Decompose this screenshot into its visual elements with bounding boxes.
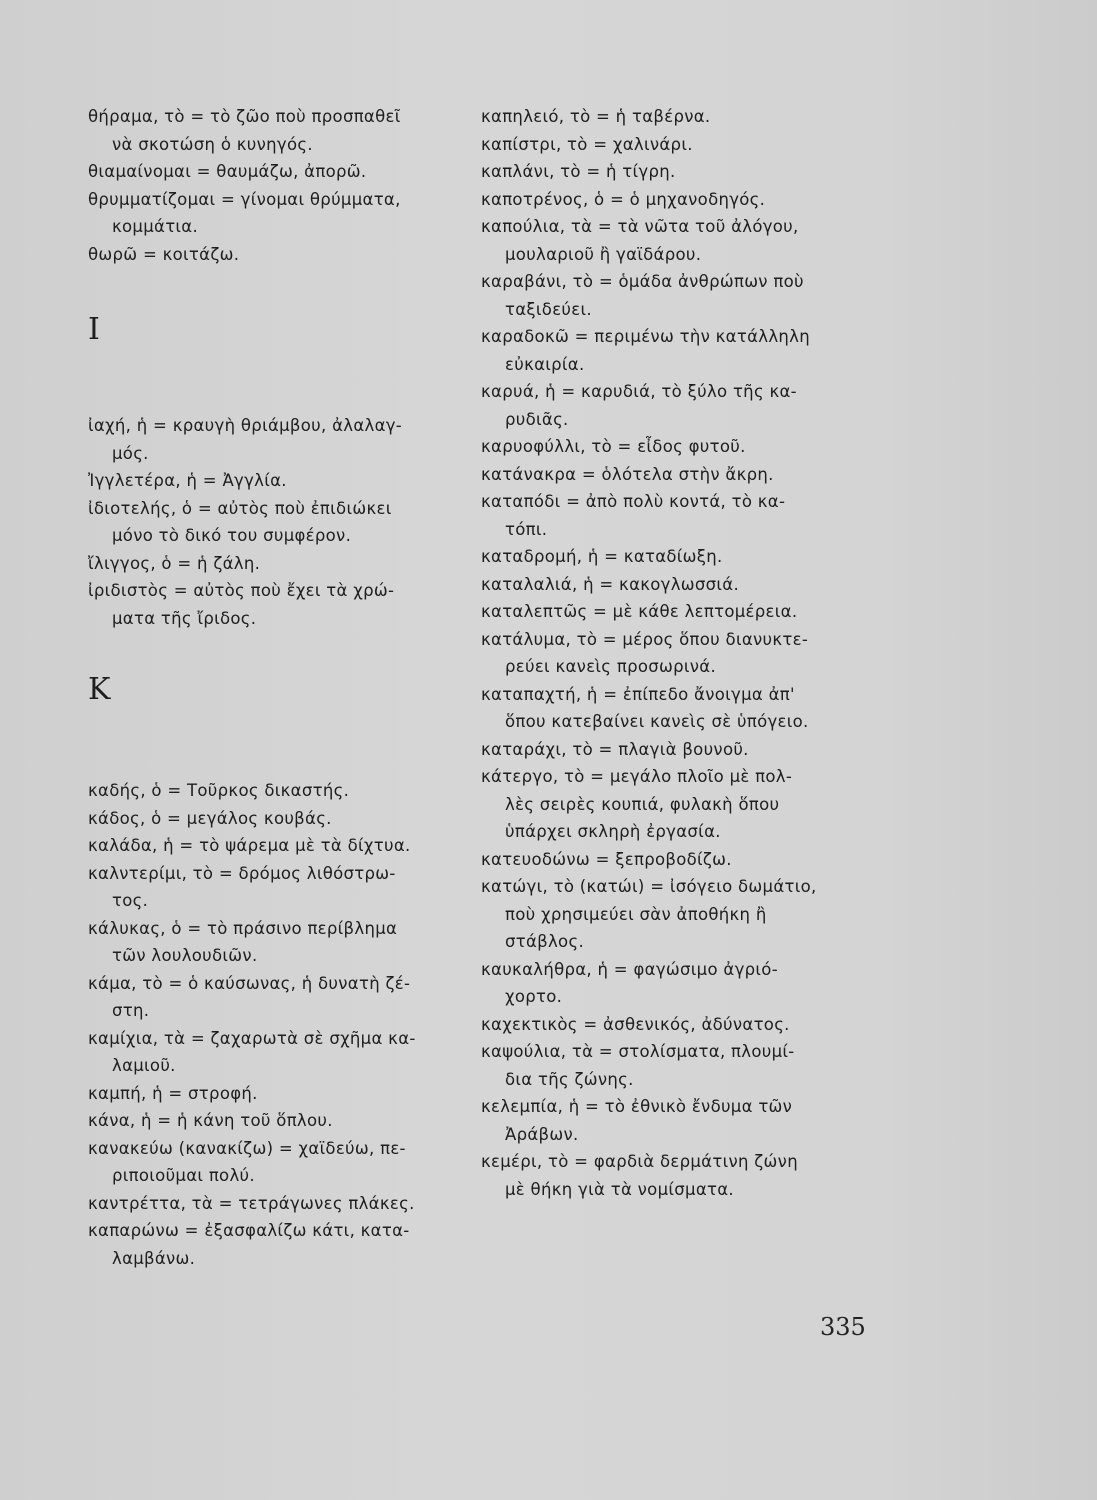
entry-headline: κάνα, ἡ = ἡ κάνη τοῦ ὅπλου. xyxy=(88,1111,333,1130)
glossary-entry xyxy=(88,1080,460,1108)
glossary-entry xyxy=(88,186,460,241)
entry-headline: καταπόδι = ἀπὸ πολὺ κοντά, τὸ κα- xyxy=(481,492,786,511)
entry-continuation: μὲ θήκη γιὰ τὰ νομίσματα. xyxy=(505,1179,734,1199)
entry-headline: καταλαλιά, ἡ = κακογλωσσιά. xyxy=(481,574,740,594)
glossary-entry xyxy=(88,241,460,269)
glossary-entry xyxy=(88,860,460,915)
entry-headline: καπλάνι, τὸ = ἡ τίγρη. xyxy=(481,162,676,181)
entry-headline: καρυά, ἡ = καρυδιά, τὸ ξύλο τῆς κα- xyxy=(481,382,797,401)
glossary-entry xyxy=(88,777,460,805)
entry-headline: καρυοφύλλι, τὸ = εἶδος φυτοῦ. xyxy=(481,437,746,456)
entry-continuation: στη. xyxy=(112,1001,150,1020)
glossary-entry xyxy=(481,1148,859,1203)
entry-continuation: ματα τῆς ἴριδος. xyxy=(112,608,257,628)
entry-continuation: μός. xyxy=(112,443,149,463)
entry-continuation: τόπι. xyxy=(505,519,548,539)
glossary-entry xyxy=(88,412,460,467)
glossary-entry xyxy=(481,571,859,599)
glossary-entry xyxy=(481,598,859,626)
section-letter: K xyxy=(88,672,111,707)
entry-continuation: δια τῆς ζώνης. xyxy=(505,1069,634,1089)
entry-headline: κελεμπία, ἡ = τὸ ἐθνικὸ ἔνδυμα τῶν xyxy=(481,1097,793,1116)
entry-headline: καδής, ὁ = Τοῦρκος δικαστής. xyxy=(88,781,350,800)
entry-continuation: ποὺ χρησιμεύει σὰν ἀποθήκη ἢ xyxy=(505,904,767,924)
entry-continuation: χορτο. xyxy=(505,987,563,1006)
entry-headline: καλντερίμι, τὸ = δρόμος λιθόστρω- xyxy=(88,863,396,883)
entry-headline: καχεκτικὸς = ἀσθενικός, ἀδύνατος. xyxy=(481,1014,790,1034)
glossary-entry xyxy=(481,626,859,681)
entry-headline: καυκαλήθρα, ἡ = φαγώσιμο ἀγριό- xyxy=(481,959,778,979)
entry-headline: κεμέρι, τὸ = φαρδιὰ δερμάτινη ζώνη xyxy=(481,1152,798,1171)
entry-continuation: τος. xyxy=(112,891,149,910)
entry-headline: ἴλιγγος, ὁ = ἡ ζάλη. xyxy=(88,553,261,573)
glossary-entry xyxy=(88,1190,460,1218)
entry-headline: καπίστρι, τὸ = χαλινάρι. xyxy=(481,134,693,154)
entry-headline: κάτεργο, τὸ = μεγάλο πλοῖο μὲ πολ- xyxy=(481,767,793,786)
entry-headline: θήραμα, τὸ = τὸ ζῶο ποὺ προσπαθεῖ xyxy=(88,107,401,126)
glossary-entry xyxy=(88,832,460,860)
glossary-entry xyxy=(481,131,859,159)
glossary-entry xyxy=(88,1217,460,1272)
glossary-entry xyxy=(88,467,460,495)
glossary-entry xyxy=(481,268,859,323)
glossary-entry xyxy=(88,103,460,158)
left-column xyxy=(88,103,460,1272)
entry-continuation: τῶν λουλουδιῶν. xyxy=(112,946,258,965)
entry-headline: καραβάνι, τὸ = ὁμάδα ἀνθρώπων ποὺ xyxy=(481,272,804,291)
glossary-entry xyxy=(88,915,460,970)
entry-continuation: ρεύει κανεὶς προσωρινά. xyxy=(505,657,717,676)
glossary-entry xyxy=(481,103,859,131)
entry-continuation: ρυδιᾶς. xyxy=(505,409,569,429)
entry-headline: καμίχια, τὰ = ζαχαρωτὰ σὲ σχῆμα κα- xyxy=(88,1028,416,1048)
glossary-entry xyxy=(481,1038,859,1093)
entry-continuation: ὑπάρχει σκληρὴ ἐργασία. xyxy=(505,822,721,841)
page-number: 335 xyxy=(820,1313,866,1341)
glossary-entry xyxy=(481,873,859,956)
glossary-entry xyxy=(481,846,859,874)
entry-headline: θωρῶ = κοιτάζω. xyxy=(88,244,240,264)
glossary-entry xyxy=(88,495,460,550)
glossary-entry xyxy=(481,158,859,186)
section-spacer xyxy=(88,312,460,412)
entry-headline: κατάλυμα, τὸ = μέρος ὅπου διανυκτε- xyxy=(481,629,809,649)
entry-headline: καμπή, ἡ = στροφή. xyxy=(88,1083,258,1103)
section-spacer xyxy=(88,632,460,672)
entry-continuation: νὰ σκοτώση ὁ κυνηγός. xyxy=(112,134,313,154)
glossary-entry xyxy=(88,1135,460,1190)
entry-headline: καλάδα, ἡ = τὸ ψάρεμα μὲ τὰ δίχτυα. xyxy=(88,836,411,855)
glossary-entry xyxy=(88,1025,460,1080)
entry-headline: καπούλια, τὰ = τὰ νῶτα τοῦ ἀλόγου, xyxy=(481,217,799,236)
entry-headline: θιαμαίνομαι = θαυμάζω, ἀπορῶ. xyxy=(88,162,367,181)
entry-headline: καταδρομή, ἡ = καταδίωξη. xyxy=(481,547,723,566)
entry-continuation: κομμάτια. xyxy=(112,217,199,236)
entry-continuation: λαμιοῦ. xyxy=(112,1056,176,1075)
entry-continuation: ταξιδεύει. xyxy=(505,299,592,319)
entry-headline: κάμα, τὸ = ὁ καύσωνας, ἡ δυνατὴ ζέ- xyxy=(88,973,411,993)
entry-headline: κάδος, ὁ = μεγάλος κουβάς. xyxy=(88,808,332,828)
entry-headline: καταπαχτή, ἡ = ἐπίπεδο ἄνοιγμα ἀπ' xyxy=(481,684,795,704)
entry-headline: καραδοκῶ = περιμένω τὴν κατάλληλη xyxy=(481,327,810,346)
entry-headline: καποτρένος, ὁ = ὁ μηχανοδηγός. xyxy=(481,189,766,209)
glossary-entry xyxy=(481,1011,859,1039)
glossary-entry xyxy=(481,681,859,736)
entry-headline: θρυμματίζομαι = γίνομαι θρύμματα, xyxy=(88,189,401,209)
glossary-entry xyxy=(481,1093,859,1148)
glossary-entry xyxy=(481,213,859,268)
entry-continuation: λαμβάνω. xyxy=(112,1248,196,1268)
entry-headline: καταράχι, τὸ = πλαγιὰ βουνοῦ. xyxy=(481,739,749,759)
section-spacer xyxy=(88,268,460,312)
entry-headline: ἰριδιστὸς = αὐτὸς ποὺ ἔχει τὰ χρώ- xyxy=(88,581,395,600)
glossary-entry xyxy=(88,805,460,833)
glossary-entry xyxy=(481,186,859,214)
right-column xyxy=(481,103,859,1203)
entry-headline: κάλυκας, ὁ = τὸ πράσινο περίβλημα xyxy=(88,918,398,938)
glossary-entry xyxy=(481,323,859,378)
glossary-entry xyxy=(481,736,859,764)
entry-headline: κατώγι, τὸ (κατώι) = ἰσόγειο δωμάτιο, xyxy=(481,877,817,896)
entry-continuation: μουλαριοῦ ἢ γαϊδάρου. xyxy=(505,244,702,264)
entry-headline: κατευοδώνω = ξεπροβοδίζω. xyxy=(481,849,732,869)
glossary-entry xyxy=(481,488,859,543)
glossary-entry xyxy=(88,1107,460,1135)
entry-headline: καψούλια, τὰ = στολίσματα, πλουμί- xyxy=(481,1042,795,1061)
entry-continuation: ριποιοῦμαι πολύ. xyxy=(112,1166,255,1185)
glossary-entry xyxy=(481,543,859,571)
glossary-entry xyxy=(88,970,460,1025)
entry-headline: καπαρώνω = ἐξασφαλίζω κάτι, κατα- xyxy=(88,1221,410,1240)
glossary-entry xyxy=(481,433,859,461)
entry-headline: κατάνακρα = ὁλότελα στὴν ἄκρη. xyxy=(481,464,774,484)
section-spacer xyxy=(88,672,460,777)
entry-continuation: λὲς σειρὲς κουπιά, φυλακὴ ὅπου xyxy=(505,794,780,814)
glossary-entry xyxy=(88,577,460,632)
entry-continuation: εὐκαιρία. xyxy=(505,354,585,374)
entry-continuation: ὅπου κατεβαίνει κανεὶς σὲ ὑπόγειο. xyxy=(505,712,809,731)
section-letter: I xyxy=(88,312,100,347)
glossary-entry xyxy=(88,158,460,186)
entry-headline: καταλεπτῶς = μὲ κάθε λεπτομέρεια. xyxy=(481,602,798,621)
glossary-entry xyxy=(481,763,859,846)
entry-headline: καντρέττα, τὰ = τετράγωνες πλάκες. xyxy=(88,1193,415,1213)
entry-headline: ἰαχή, ἡ = κραυγὴ θριάμβου, ἀλαλαγ- xyxy=(88,416,403,435)
entry-headline: καπηλειό, τὸ = ἡ ταβέρνα. xyxy=(481,107,711,126)
entry-headline: ἰδιοτελής, ὁ = αὐτὸς ποὺ ἐπιδιώκει xyxy=(88,498,392,518)
glossary-entry xyxy=(481,461,859,489)
entry-headline: Ἰγγλετέρα, ἡ = Ἀγγλία. xyxy=(88,471,287,490)
entry-continuation: μόνο τὸ δικό του συμφέρον. xyxy=(112,526,352,545)
glossary-entry xyxy=(481,956,859,1011)
glossary-entry xyxy=(88,550,460,578)
entry-headline: κανακεύω (κανακίζω) = χαϊδεύω, πε- xyxy=(88,1138,406,1158)
glossary-entry xyxy=(481,378,859,433)
entry-continuation: Ἀράβων. xyxy=(505,1124,579,1144)
entry-continuation: στάβλος. xyxy=(505,932,584,951)
